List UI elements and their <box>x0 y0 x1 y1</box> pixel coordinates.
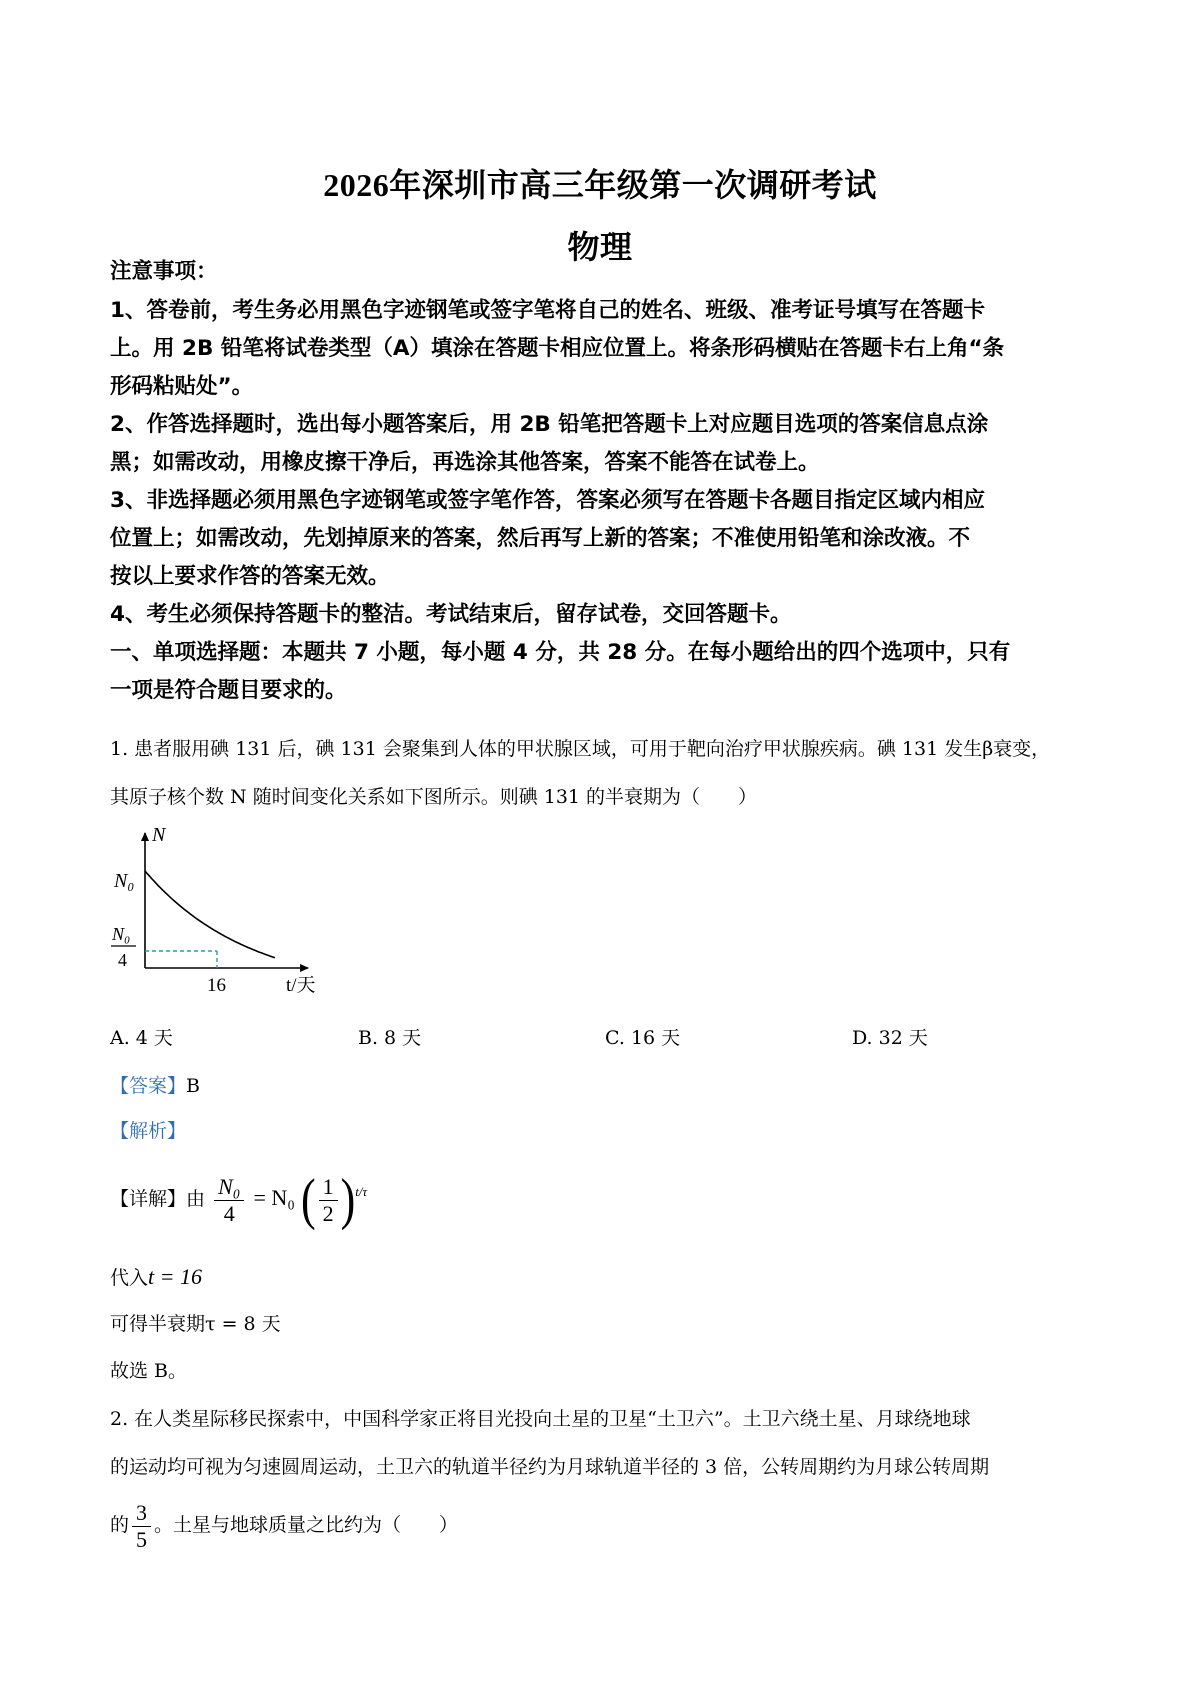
paren-open: ( <box>300 1167 316 1232</box>
notice-line: 4、考生必须保持答题卡的整洁。考试结束后，留存试卷，交回答题卡。 <box>110 602 792 627</box>
notice-line: 黑；如需改动，用橡皮擦干净后，再选涂其他答案，答案不能答在试卷上。 <box>110 450 820 475</box>
notice-line: 1、答卷前，考生务必用黑色字迹钢笔或签字笔将自己的姓名、班级、准考证号填写在答题卡 <box>110 298 985 323</box>
equation-rhs: = N₀ <box>253 1185 295 1210</box>
notice-line: 位置上；如需改动，先划掉原来的答案，然后再写上新的答案；不准使用铅笔和涂改液。不 <box>110 526 971 551</box>
question-text: 1. 患者服用碘 131 后，碘 131 会聚集到人体的甲状腺区域，可用于靶向治疗甲状腺疾病。碘 131 发生β衰变， <box>110 738 1051 760</box>
result-expr: τ = 8 天 <box>205 1313 281 1335</box>
x-axis-label: t/天 <box>286 975 316 996</box>
section-heading: 一、单项选择题：本题共 7 小题，每小题 4 分，共 28 分。在每小题给出的四个选项中，只有 <box>110 640 1011 665</box>
x-tick-16: 16 <box>207 975 226 996</box>
substitution-expr: t = 16 <box>148 1264 202 1289</box>
question-text: 2. 在人类星际移民探索中，中国科学家正将目光投向土星的卫星“土卫六”。土卫六绕土星、月球绕地球 <box>110 1408 971 1430</box>
subject-title: 物理 <box>567 229 633 265</box>
notice-heading: 注意事项： <box>110 259 218 284</box>
answer-tag: 【答案】 <box>110 1075 187 1097</box>
question-text <box>110 1495 1100 1555</box>
notice-line: 2、作答选择题时，选出每小题答案后，用 2B 铅笔把答题卡上对应题目选项的答案信息点涂 <box>110 412 989 437</box>
decay-curve <box>145 871 275 958</box>
option-c: C. 16 天 <box>605 1027 681 1049</box>
exam-title: 2026年深圳市高三年级第一次调研考试 <box>323 167 877 203</box>
answer-line <box>110 1072 1100 1100</box>
line-prefix: 的 <box>110 1514 130 1536</box>
notice-line: 上。用 2B 铅笔将试卷类型（A）填涂在答题卡相应位置上。将条形码横贴在答题卡右上角“条 <box>110 336 1005 361</box>
notice-line: 形码粘贴处”。 <box>110 374 254 399</box>
equation-lhs-fraction: $\frac{\text{N₀}}{4}$ <box>214 1174 244 1227</box>
substitution-prefix: 代入 <box>110 1267 149 1289</box>
analysis-tag: 【解析】 <box>110 1120 187 1142</box>
detail-tag: 【详解】由 <box>110 1188 206 1210</box>
question-text: 的运动均可视为匀速圆周运动，土卫六的轨道半径约为月球轨道半径的 3 倍，公转周期约为月球公转周期 <box>110 1456 990 1478</box>
paren-close: ) <box>340 1167 356 1232</box>
result-line <box>110 1310 1100 1338</box>
conclusion-line: 故选 B。 <box>110 1360 188 1382</box>
option-b: B. 8 天 <box>358 1027 422 1049</box>
y-tick-frac-den: 4 <box>118 950 127 970</box>
y-axis-label: N <box>152 825 166 846</box>
exponent: t/τ <box>355 1184 368 1199</box>
decay-graph <box>108 825 368 1005</box>
half-fraction: $\frac{1}{2}$ <box>319 1174 338 1227</box>
period-fraction: $\frac{3}{5}$ <box>132 1500 151 1553</box>
detail-line <box>110 1168 1100 1238</box>
section-heading: 一项是符合题目要求的。 <box>110 678 347 703</box>
result-prefix: 可得半衰期 <box>110 1313 206 1335</box>
question-text: 其原子核个数 N 随时间变化关系如下图所示。则碘 131 的半衰期为（ ） <box>110 786 758 808</box>
y-tick-n0: N₀ <box>114 870 135 892</box>
y-tick-frac-num: N₀ <box>112 924 131 944</box>
line-suffix: 。土星与地球质量之比约为（ ） <box>154 1514 459 1536</box>
option-a: A. 4 天 <box>110 1027 173 1049</box>
notice-line: 3、非选择题必须用黑色字迹钢笔或签字笔作答，答案必须写在答题卡各题目指定区域内相应 <box>110 488 985 513</box>
option-d: D. 32 天 <box>852 1027 928 1049</box>
answer-value: B <box>186 1075 200 1097</box>
analysis-line <box>110 1117 1100 1145</box>
substitution-line <box>110 1263 1100 1292</box>
notice-line: 按以上要求作答的答案无效。 <box>110 564 390 589</box>
